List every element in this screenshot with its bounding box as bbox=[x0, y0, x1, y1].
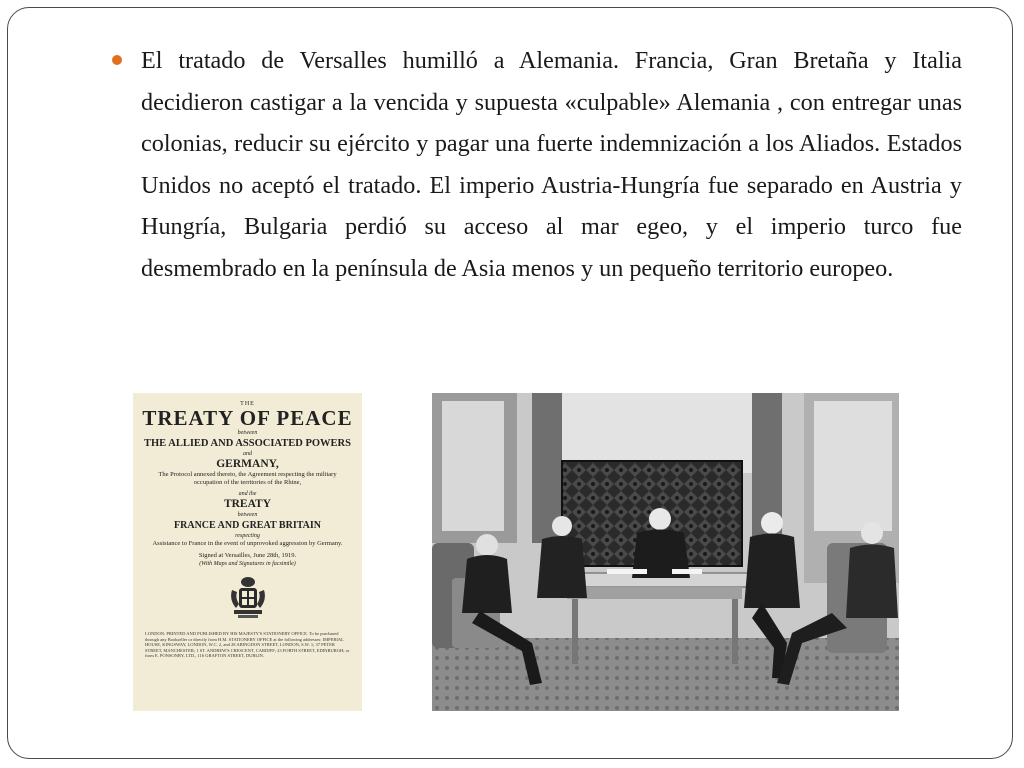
treaty-treaty: TREATY bbox=[223, 498, 272, 510]
treaty-france-gb: FRANCE AND GREAT BRITAIN bbox=[174, 520, 321, 531]
treaty-respecting: respecting bbox=[235, 533, 260, 539]
slide-paragraph: El tratado de Versalles humilló a Alemania. Francia, Gran Bretaña y Italia decidieron castigar a la vencida y supuesta «culpable» Alemania , con entregar unas colonias, reducir su ejército y pagar una fuerte indemnización a los Aliados. Estados Unidos no aceptó el tratado. El imperio Austria-Hungría fue separado en Austria y Hungría, Bulgaria perdió su acceso al mar egeo, y el imperio turco fue desmembrado en la península de Asia menos y un pequeño territorio europeo. bbox=[141, 47, 962, 282]
royal-crest-icon bbox=[228, 576, 268, 620]
treaty-cover-image bbox=[133, 393, 362, 711]
treaty-germany: GERMANY, bbox=[216, 458, 279, 470]
treaty-between-2: between bbox=[237, 512, 258, 518]
treaty-footer: LONDON: PRINTED AND PUBLISHED BY HIS MAJESTY'S STATIONERY OFFICE. To be purchased through any Bookseller or directly from H.M. STATIONERY OFFICE at the following addresses: IMPERIAL HOUSE, KINGSWAY, LONDON, W.C. 2, and 28 ABINGDON STREET, LONDON, S.W. 1; 37 PETER STREET, MANCHESTER; 1 ST. ANDREW'S CRESCENT, CARDIFF; 23 FORTH STREET, EDINBURGH; or from E. PONSONBY, LTD., 116 GRAFTON STREET, DUBLIN. bbox=[145, 631, 350, 658]
treaty-title: TREATY OF PEACE bbox=[142, 406, 353, 430]
treaty-assistance: Assistance to France in the event of unprovoked aggression by Germany. bbox=[152, 540, 343, 547]
treaty-the: THE bbox=[240, 401, 255, 407]
treaty-maps-note: (With Maps and Signatures in facsimile) bbox=[199, 561, 296, 567]
treaty-and-the: and the bbox=[238, 491, 257, 497]
treaty-signed: Signed at Versailles, June 28th, 1919. bbox=[198, 552, 297, 559]
treaty-parties: THE ALLIED AND ASSOCIATED POWERS bbox=[144, 438, 351, 449]
treaty-between: between bbox=[237, 430, 258, 436]
treaty-protocol: The Protocol annexed thereto, the Agreement respecting the military occupation of the territories of the Rhine, bbox=[158, 471, 337, 486]
delegates-photo-illustration bbox=[432, 393, 899, 711]
bullet-icon bbox=[112, 55, 122, 65]
treaty-and: and bbox=[243, 451, 252, 457]
versailles-photo bbox=[432, 393, 899, 711]
